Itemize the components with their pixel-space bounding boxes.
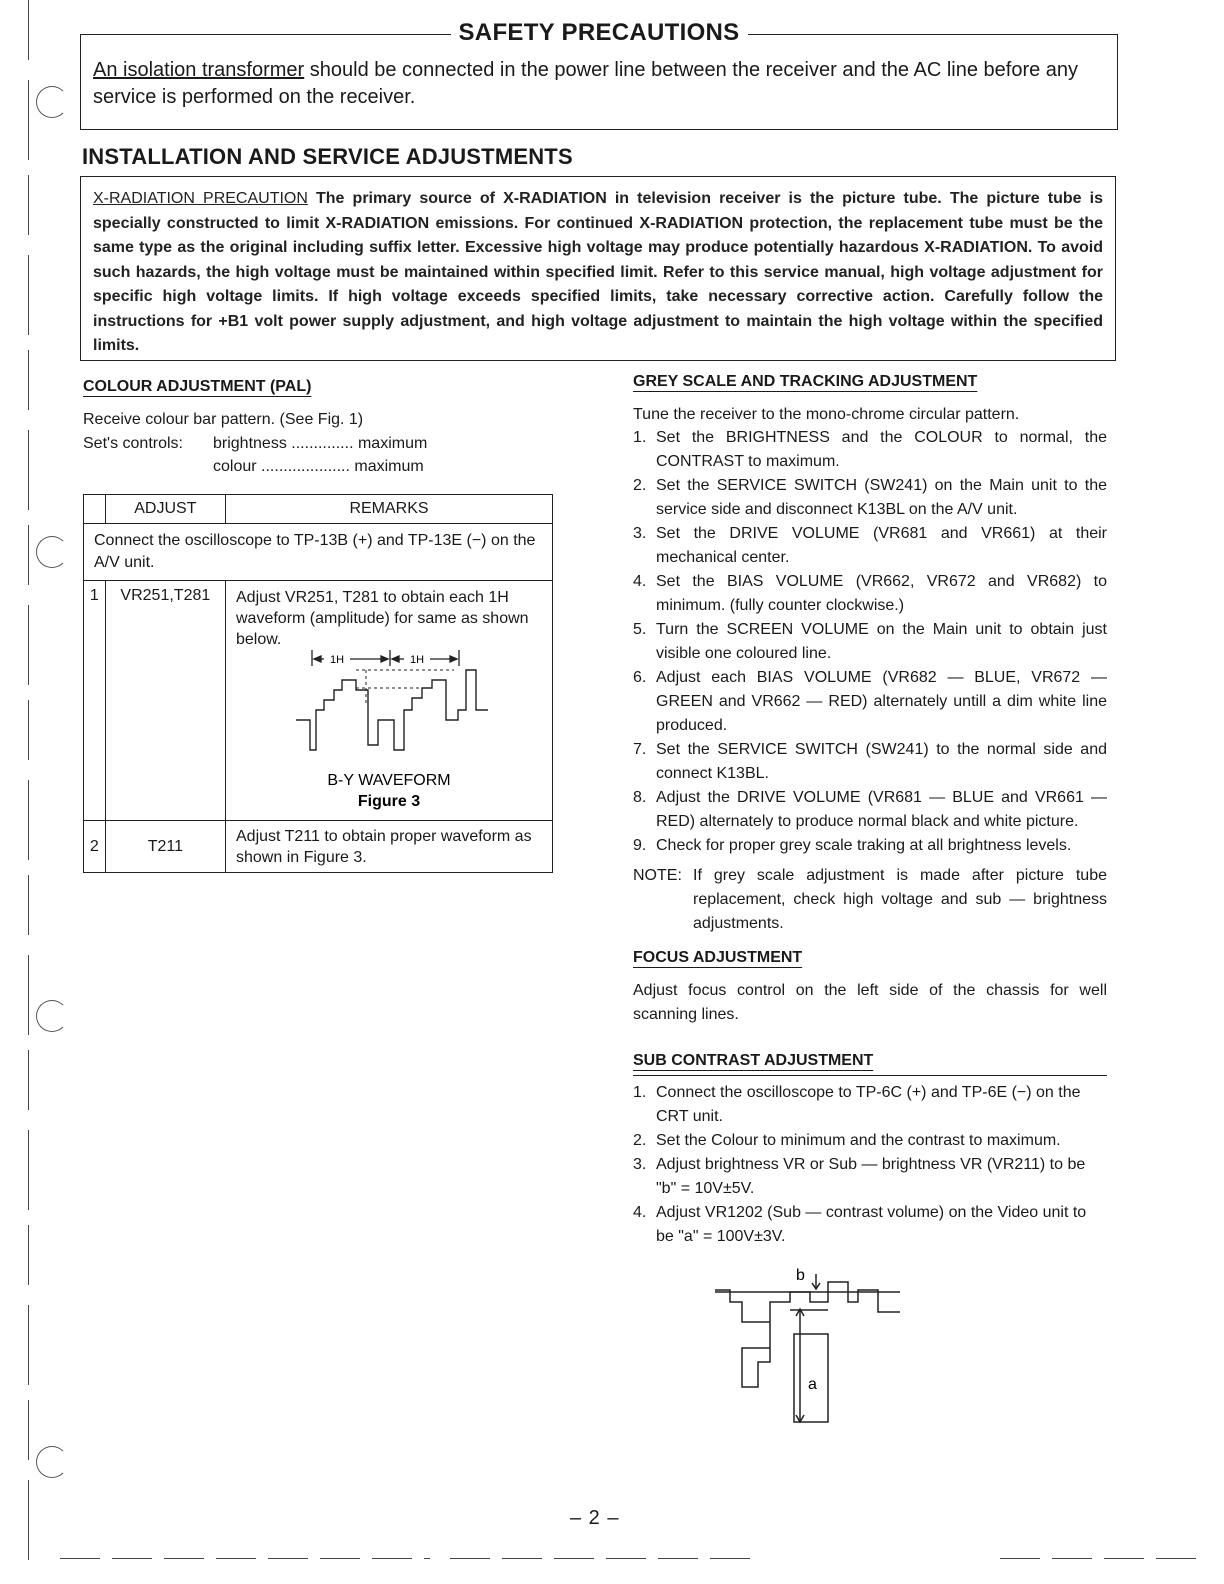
label-1h: 1H (329, 654, 345, 666)
x-radiation-body: The primary source of X-RADIATION in television receiver is the picture tube. The picture tube is specially constructed to limit X-RADIATION emissions. For continued X-RADIATION protection, the replacement tube must be the same type as the original including suffix letter. Excessive high voltage may produce potentially hazardous X-RADIATION. To avoid such hazards, the high voltage must be maintained within specified limit. Refer to this service manual, high voltage adjustment for specific high voltage limits. If high voltage exceeds specified limits, take necessary corrective action. Carefully follow the instructions for +B1 volt power supply adjustment, and high voltage adjustment to maintain the high voltage within the specified limits. (93, 190, 1103, 354)
safety-lead: An isolation transformer (93, 59, 305, 81)
step-text: Adjust each BIAS VOLUME (VR682 — BLUE, VR672 — GREEN and VR662 — RED) alternately untill a dim white line produced. (656, 669, 1107, 734)
step-text: Adjust VR1202 (Sub — contrast volume) on the Video unit to be "a" = 100V±3V. (656, 1204, 1087, 1245)
focus-adjustment-heading: FOCUS ADJUSTMENT (633, 949, 803, 966)
list-item (633, 426, 1107, 474)
sub-contrast-heading: SUB CONTRAST ADJUSTMENT (633, 1052, 874, 1069)
step-text: Set the SERVICE SWITCH (SW241) on the Main unit to the service side and disconnect K13BL on the A/V unit. (656, 477, 1107, 518)
note-text: If grey scale adjustment is made after picture tube replacement, check high voltage and sub — brightness adjustments. (693, 867, 1107, 932)
table-header-adjust: ADJUST (105, 495, 225, 524)
step-number: 3. (633, 525, 647, 542)
list-item (633, 618, 1107, 666)
table-row (84, 524, 553, 581)
step-number: 9. (633, 837, 647, 854)
grey-scale-steps (633, 426, 1107, 858)
heading-rule (633, 1075, 1107, 1076)
row-remark: Adjust T211 to obtain proper waveform as shown in Figure 3. (226, 821, 553, 873)
table-row (84, 821, 553, 873)
list-item (633, 1081, 1107, 1129)
footer-rule (60, 1558, 430, 1559)
note-label: NOTE: (633, 867, 682, 884)
safety-title-wrap (81, 19, 1117, 47)
step-number: 7. (633, 741, 647, 758)
label-b: b (796, 1267, 805, 1284)
step-text: Set the BIAS VOLUME (VR662, VR672 and VR682) to minimum. (fully counter clockwise.) (656, 573, 1107, 614)
control-row (213, 455, 424, 479)
row-adjust: VR251,T281 (105, 581, 225, 821)
grey-scale-intro: Tune the receiver to the mono-chrome circular pattern. (633, 406, 1020, 423)
waveform-trace (296, 670, 488, 750)
control-row (213, 432, 427, 456)
footer-rule (1000, 1558, 1200, 1559)
colour-adjust-table (83, 494, 553, 873)
step-number: 4. (633, 573, 647, 590)
grey-scale-heading: GREY SCALE AND TRACKING ADJUSTMENT (633, 373, 978, 390)
footer-rule (450, 1558, 750, 1559)
page-number: – 2 – (570, 1507, 620, 1529)
binding-hole-icon (36, 1000, 68, 1032)
list-item (633, 522, 1107, 570)
installation-heading: INSTALLATION AND SERVICE ADJUSTMENTS (82, 144, 573, 169)
list-item (633, 1201, 1107, 1249)
safety-title: SAFETY PRECAUTIONS (451, 19, 748, 46)
row-adjust: T211 (105, 821, 225, 873)
list-item (633, 738, 1107, 786)
list-item (633, 834, 1107, 858)
safety-text (93, 57, 1108, 111)
step-number: 8. (633, 789, 647, 806)
binding-margin-line (28, 0, 29, 1560)
safety-body: should be connected in the power line between the receiver and the AC line before any service is performed on the receiver. (93, 59, 1079, 108)
step-number: 1. (633, 429, 647, 446)
step-text: Set the DRIVE VOLUME (VR681 and VR661) at their mechanical center. (656, 525, 1107, 566)
table-row (84, 581, 553, 821)
list-item (633, 666, 1107, 738)
step-number: 3. (633, 1156, 647, 1173)
step-text: Turn the SCREEN VOLUME on the Main unit to obtain just visible one coloured line. (656, 621, 1107, 662)
step-number: 1. (633, 1084, 647, 1101)
control-name: colour (213, 458, 257, 475)
table-header-row (84, 495, 553, 524)
step-number: 4. (633, 1204, 647, 1221)
x-radiation-box (80, 176, 1116, 361)
list-item (633, 570, 1107, 618)
step-text: Check for proper grey scale traking at all brightness levels. (656, 837, 1072, 854)
control-dots: .............. (291, 435, 354, 452)
control-value: maximum (354, 458, 424, 475)
binding-hole-icon (36, 1446, 68, 1478)
table-header-num (84, 495, 106, 524)
colour-adjustment-heading: COLOUR ADJUSTMENT (PAL) (83, 378, 312, 395)
controls-label: Set's controls: (83, 435, 183, 452)
row-remark-cell (226, 581, 553, 821)
step-number: 6. (633, 669, 647, 686)
list-item (633, 474, 1107, 522)
x-radiation-lead: X-RADIATION PRECAUTION (93, 190, 308, 207)
binding-hole-icon (36, 536, 68, 568)
step-text: Set the Colour to minimum and the contrast to maximum. (656, 1132, 1061, 1149)
sub-contrast-steps (633, 1081, 1107, 1249)
step-text: Adjust the DRIVE VOLUME (VR681 — BLUE and VR661 — RED) alternately to produce normal black and white picture. (656, 789, 1107, 830)
step-number: 2. (633, 477, 647, 494)
control-dots: .................... (261, 458, 350, 475)
step-text: Connect the oscilloscope to TP-6C (+) and TP-6E (−) on the CRT unit. (656, 1084, 1081, 1125)
b-y-waveform-figure (226, 650, 552, 820)
step-text: Adjust brightness VR or Sub — brightness VR (VR211) to be "b" = 10V±5V. (656, 1156, 1086, 1197)
step-text: Set the BRIGHTNESS and the COLOUR to normal, the CONTRAST to maximum. (656, 429, 1107, 470)
safety-precautions-box (80, 19, 1118, 130)
row-remark: Adjust VR251, T281 to obtain each 1H waveform (amplitude) for same as shown below. (236, 589, 529, 648)
binding-hole-icon (36, 86, 68, 118)
focus-adjustment-text: Adjust focus control on the left side of the chassis for well scanning lines. (633, 982, 1107, 1023)
figure-label: Figure 3 (357, 793, 421, 810)
label-1h: 1H (409, 654, 425, 666)
label-a: a (808, 1376, 817, 1393)
colour-receive-text: Receive colour bar pattern. (See Fig. 1) (83, 411, 364, 428)
list-item (633, 1129, 1107, 1153)
step-number: 2. (633, 1132, 647, 1149)
list-item (633, 786, 1107, 834)
step-text: Set the SERVICE SWITCH (SW241) to the normal side and connect K13BL. (656, 741, 1107, 782)
connect-instruction: Connect the oscilloscope to TP-13B (+) and TP-13E (−) on the A/V unit. (84, 524, 553, 581)
x-radiation-text (93, 187, 1103, 359)
row-number: 1 (84, 581, 106, 821)
control-name: brightness (213, 435, 287, 452)
step-number: 5. (633, 621, 647, 638)
list-item (633, 1153, 1107, 1201)
table-header-remarks: REMARKS (226, 495, 553, 524)
sub-contrast-waveform-figure (710, 1262, 910, 1432)
row-number: 2 (84, 821, 106, 873)
control-value: maximum (357, 435, 428, 452)
waveform-caption: B-Y WAVEFORM (327, 772, 451, 789)
